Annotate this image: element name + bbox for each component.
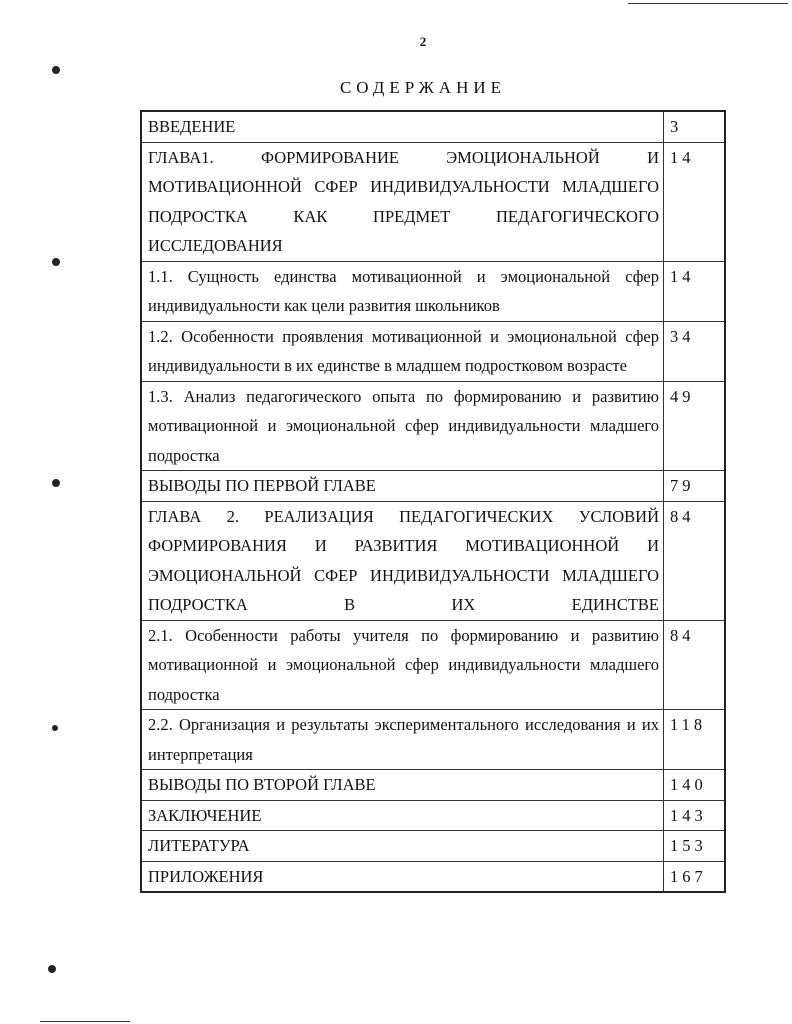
toc-entry-text: ВЫВОДЫ ПО ВТОРОЙ ГЛАВЕ (141, 770, 664, 801)
toc-row (141, 111, 725, 142)
toc-entry-page: 14 (664, 261, 726, 321)
toc-entry-page: 3 (664, 111, 726, 142)
toc-entry-page: 140 (664, 770, 726, 801)
toc-row (141, 381, 725, 471)
toc-entry-text: ГЛАВА 2. РЕАЛИЗАЦИЯ ПЕДАГОГИЧЕСКИХ УСЛОВИЙ ФОРМИРОВАНИЯ И РАЗВИТИЯ МОТИВАЦИОННОЙ И ЭМОЦИОНАЛЬНОЙ СФЕР ИНДИВИДУАЛЬНОСТИ МЛАДШЕГО ПОДРОСТКА В ИХ ЕДИНСТВЕ (141, 501, 664, 620)
toc-entry-page: 153 (664, 831, 726, 862)
toc-entry-page: 79 (664, 471, 726, 502)
toc-row (141, 770, 725, 801)
toc-entry-page: 14 (664, 142, 726, 261)
page-number: 2 (419, 34, 427, 49)
toc-entry-page: 49 (664, 381, 726, 471)
toc-row (141, 710, 725, 770)
toc-entry-page: 84 (664, 620, 726, 710)
binder-hole-mark (48, 965, 56, 973)
toc-entry-text: ВВЕДЕНИЕ (141, 111, 664, 142)
toc-entry-text: ГЛАВА1. ФОРМИРОВАНИЕ ЭМОЦИОНАЛЬНОЙ И МОТИВАЦИОННОЙ СФЕР ИНДИВИДУАЛЬНОСТИ МЛАДШЕГО ПОДРОСТКА КАК ПРЕДМЕТ ПЕДАГОГИЧЕСКОГО ИССЛЕДОВАНИЯ (141, 142, 664, 261)
toc-row (141, 142, 725, 261)
toc-entry-page: 34 (664, 321, 726, 381)
toc-entry-text: 2.2. Организация и результаты экспериментального исследования и их интерпретация (141, 710, 664, 770)
toc-row (141, 800, 725, 831)
page-title: СОДЕРЖАНИЕ (339, 78, 507, 97)
toc-entry-text: ЛИТЕРАТУРА (141, 831, 664, 862)
toc-entry-page: 167 (664, 861, 726, 892)
toc-entry-page: 84 (664, 501, 726, 620)
toc-entry-text: 2.1. Особенности работы учителя по формированию и развитию мотивационной и эмоциональной сфер индивидуальности младшего подростка (141, 620, 664, 710)
toc-entry-text: 1.1. Сущность единства мотивационной и эмоциональной сфер индивидуальности как цели развития школьников (141, 261, 664, 321)
toc-row (141, 261, 725, 321)
scan-edge-line (40, 1021, 130, 1022)
toc-row (141, 501, 725, 620)
binder-hole-mark (52, 66, 60, 74)
toc-row (141, 861, 725, 892)
binder-hole-mark (52, 479, 60, 487)
toc-entry-text: ВЫВОДЫ ПО ПЕРВОЙ ГЛАВЕ (141, 471, 664, 502)
toc-entry-text: 1.2. Особенности проявления мотивационной и эмоциональной сфер индивидуальности в их единстве в младшем подростковом возрасте (141, 321, 664, 381)
toc-entry-text: 1.3. Анализ педагогического опыта по формированию и развитию мотивационной и эмоциональной сфер индивидуальности младшего подростка (141, 381, 664, 471)
toc-entry-page: 118 (664, 710, 726, 770)
toc-row (141, 831, 725, 862)
toc-entry-page: 143 (664, 800, 726, 831)
toc-entry-text: ЗАКЛЮЧЕНИЕ (141, 800, 664, 831)
toc-entry-text: ПРИЛОЖЕНИЯ (141, 861, 664, 892)
scan-edge-line (628, 3, 788, 4)
binder-hole-mark (52, 725, 58, 731)
toc-row (141, 321, 725, 381)
binder-hole-mark (52, 258, 60, 266)
toc-row (141, 471, 725, 502)
table-of-contents (140, 110, 726, 893)
toc-row (141, 620, 725, 710)
